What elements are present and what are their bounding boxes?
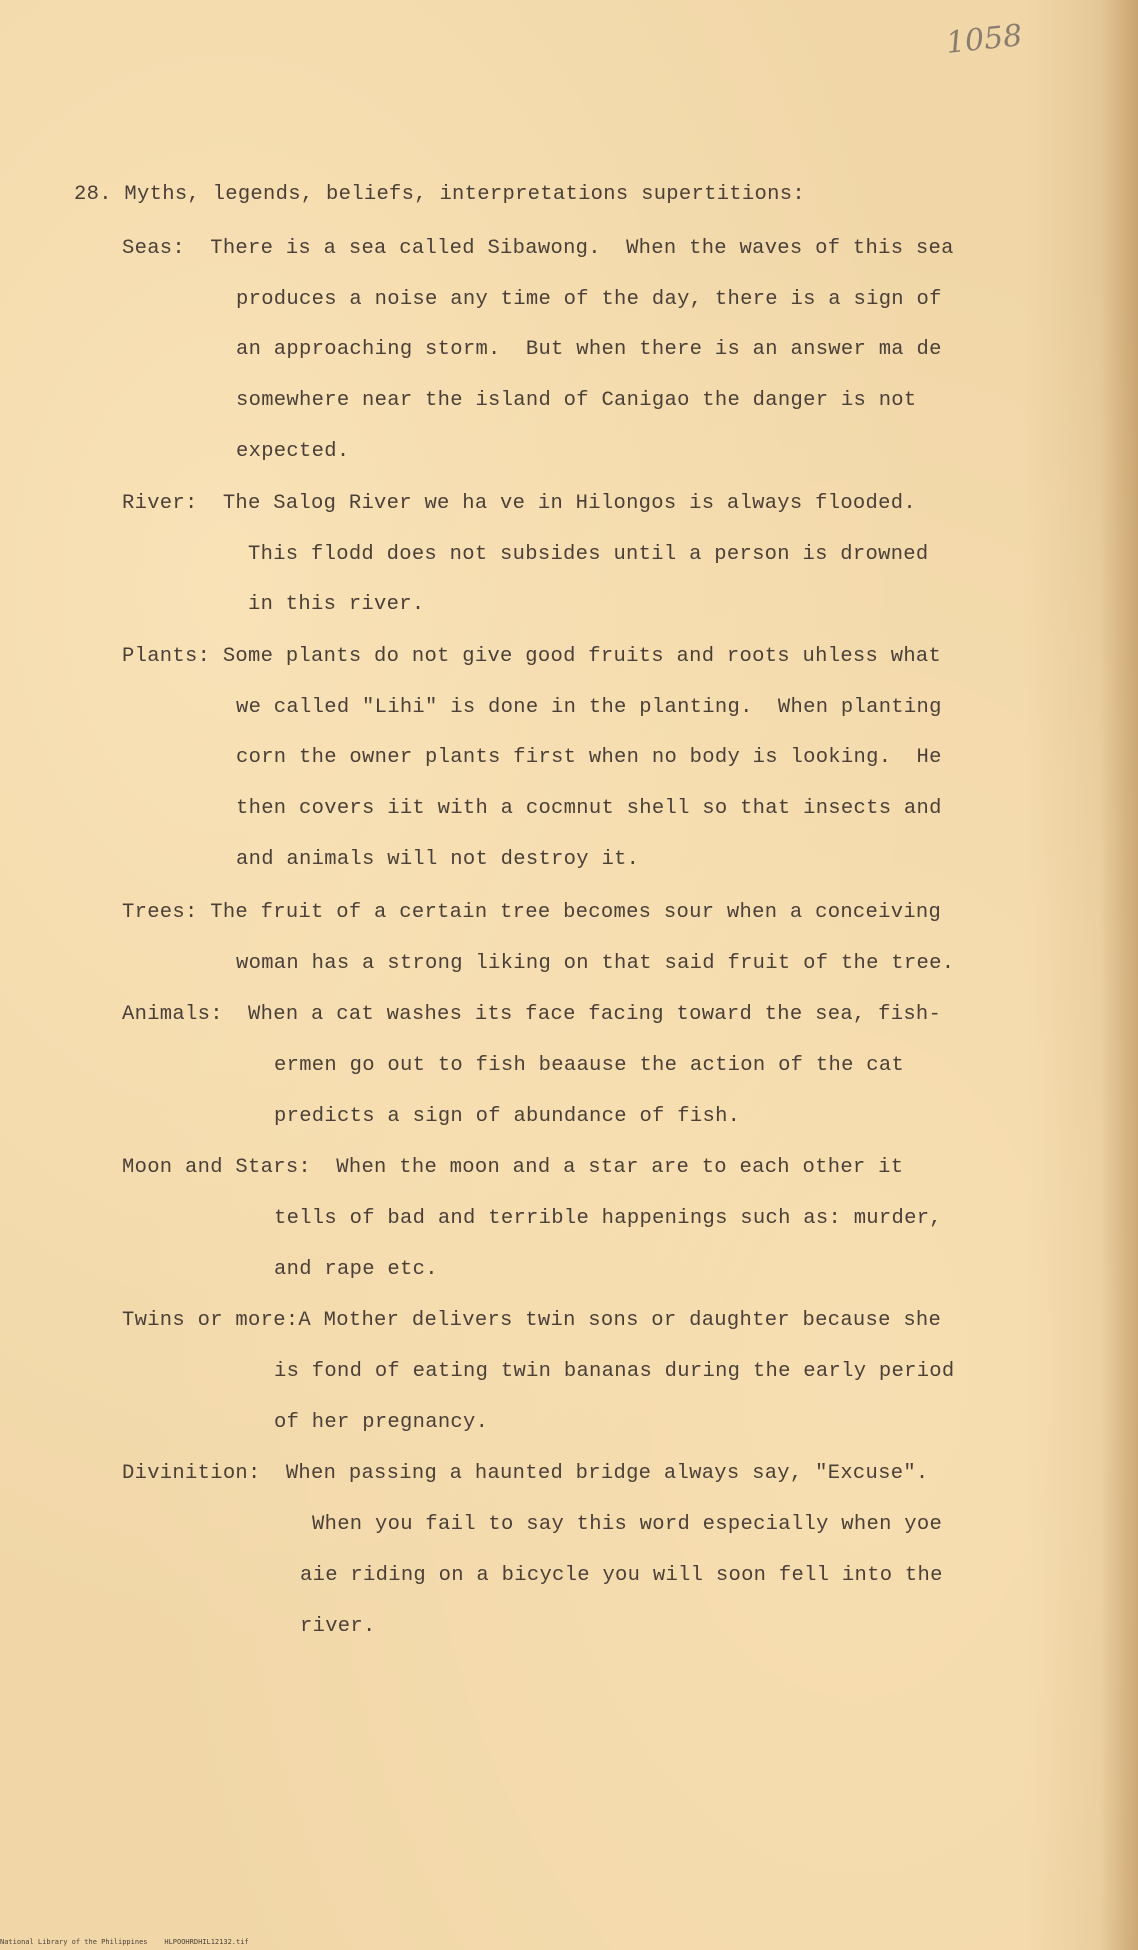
entry-moon-stars-line: and rape etc. [274,1258,438,1281]
section-heading: 28. Myths, legends, beliefs, interpretations supertitions: [74,183,805,206]
entry-river-line: River: The Salog River we ha ve in Hilongos is always flooded. [122,492,916,515]
entry-divinition-line: When you fail to say this word especially when yoe [312,1513,943,1536]
archive-footer: National Library of the Philippines HLPOOHRDHIL12132.tif [0,1938,249,1946]
entry-trees-line: woman has a strong liking on that said fruit of the tree. [236,952,955,975]
entry-divinition-line: aie riding on a bicycle you will soon fell into the [300,1564,943,1587]
entry-plants-line: then covers iit with a cocmnut shell so that insects and [236,797,942,820]
entry-animals-line: ermen go out to fish beaause the action of the cat [274,1054,905,1077]
entry-animals-line: Animals: When a cat washes its face facing toward the sea, fish- [122,1003,942,1026]
page-number: 1058 [944,18,1024,61]
entry-divinition-line: Divinition: When passing a haunted bridge always say, "Excuse". [122,1462,929,1485]
entry-seas-line: expected. [236,440,350,463]
entry-twins-line: Twins or more:A Mother delivers twin sons or daughter because she [122,1309,942,1332]
entry-twins-line: is fond of eating twin bananas during the early period [274,1360,955,1383]
entry-moon-stars-line: Moon and Stars: When the moon and a star are to each other it [122,1156,904,1179]
entry-seas-line: produces a noise any time of the day, there is a sign of [236,288,942,311]
entry-plants-line: Plants: Some plants do not give good fruits and roots uhless what [122,645,942,668]
entry-seas-line: Seas: There is a sea called Sibawong. When the waves of this sea [122,237,954,260]
entry-plants-line: and animals will not destroy it. [236,848,640,871]
entry-moon-stars-line: tells of bad and terrible happenings such as: murder, [274,1207,942,1230]
entry-seas-line: an approaching storm. But when there is an answer ma de [236,338,942,361]
entry-divinition-line: river. [300,1615,376,1638]
entry-seas-line: somewhere near the island of Canigao the danger is not [236,389,917,412]
entry-plants-line: we called "Lihi" is done in the planting. When planting [236,696,942,719]
entry-plants-line: corn the owner plants first when no body is looking. He [236,746,942,769]
entry-river-line: in this river. [248,593,425,616]
entry-twins-line: of her pregnancy. [274,1411,489,1434]
entry-river-line: This flodd does not subsides until a person is drowned [248,543,929,566]
entry-trees-line: Trees: The fruit of a certain tree becomes sour when a conceiving [122,901,942,924]
entry-animals-line: predicts a sign of abundance of fish. [274,1105,741,1128]
